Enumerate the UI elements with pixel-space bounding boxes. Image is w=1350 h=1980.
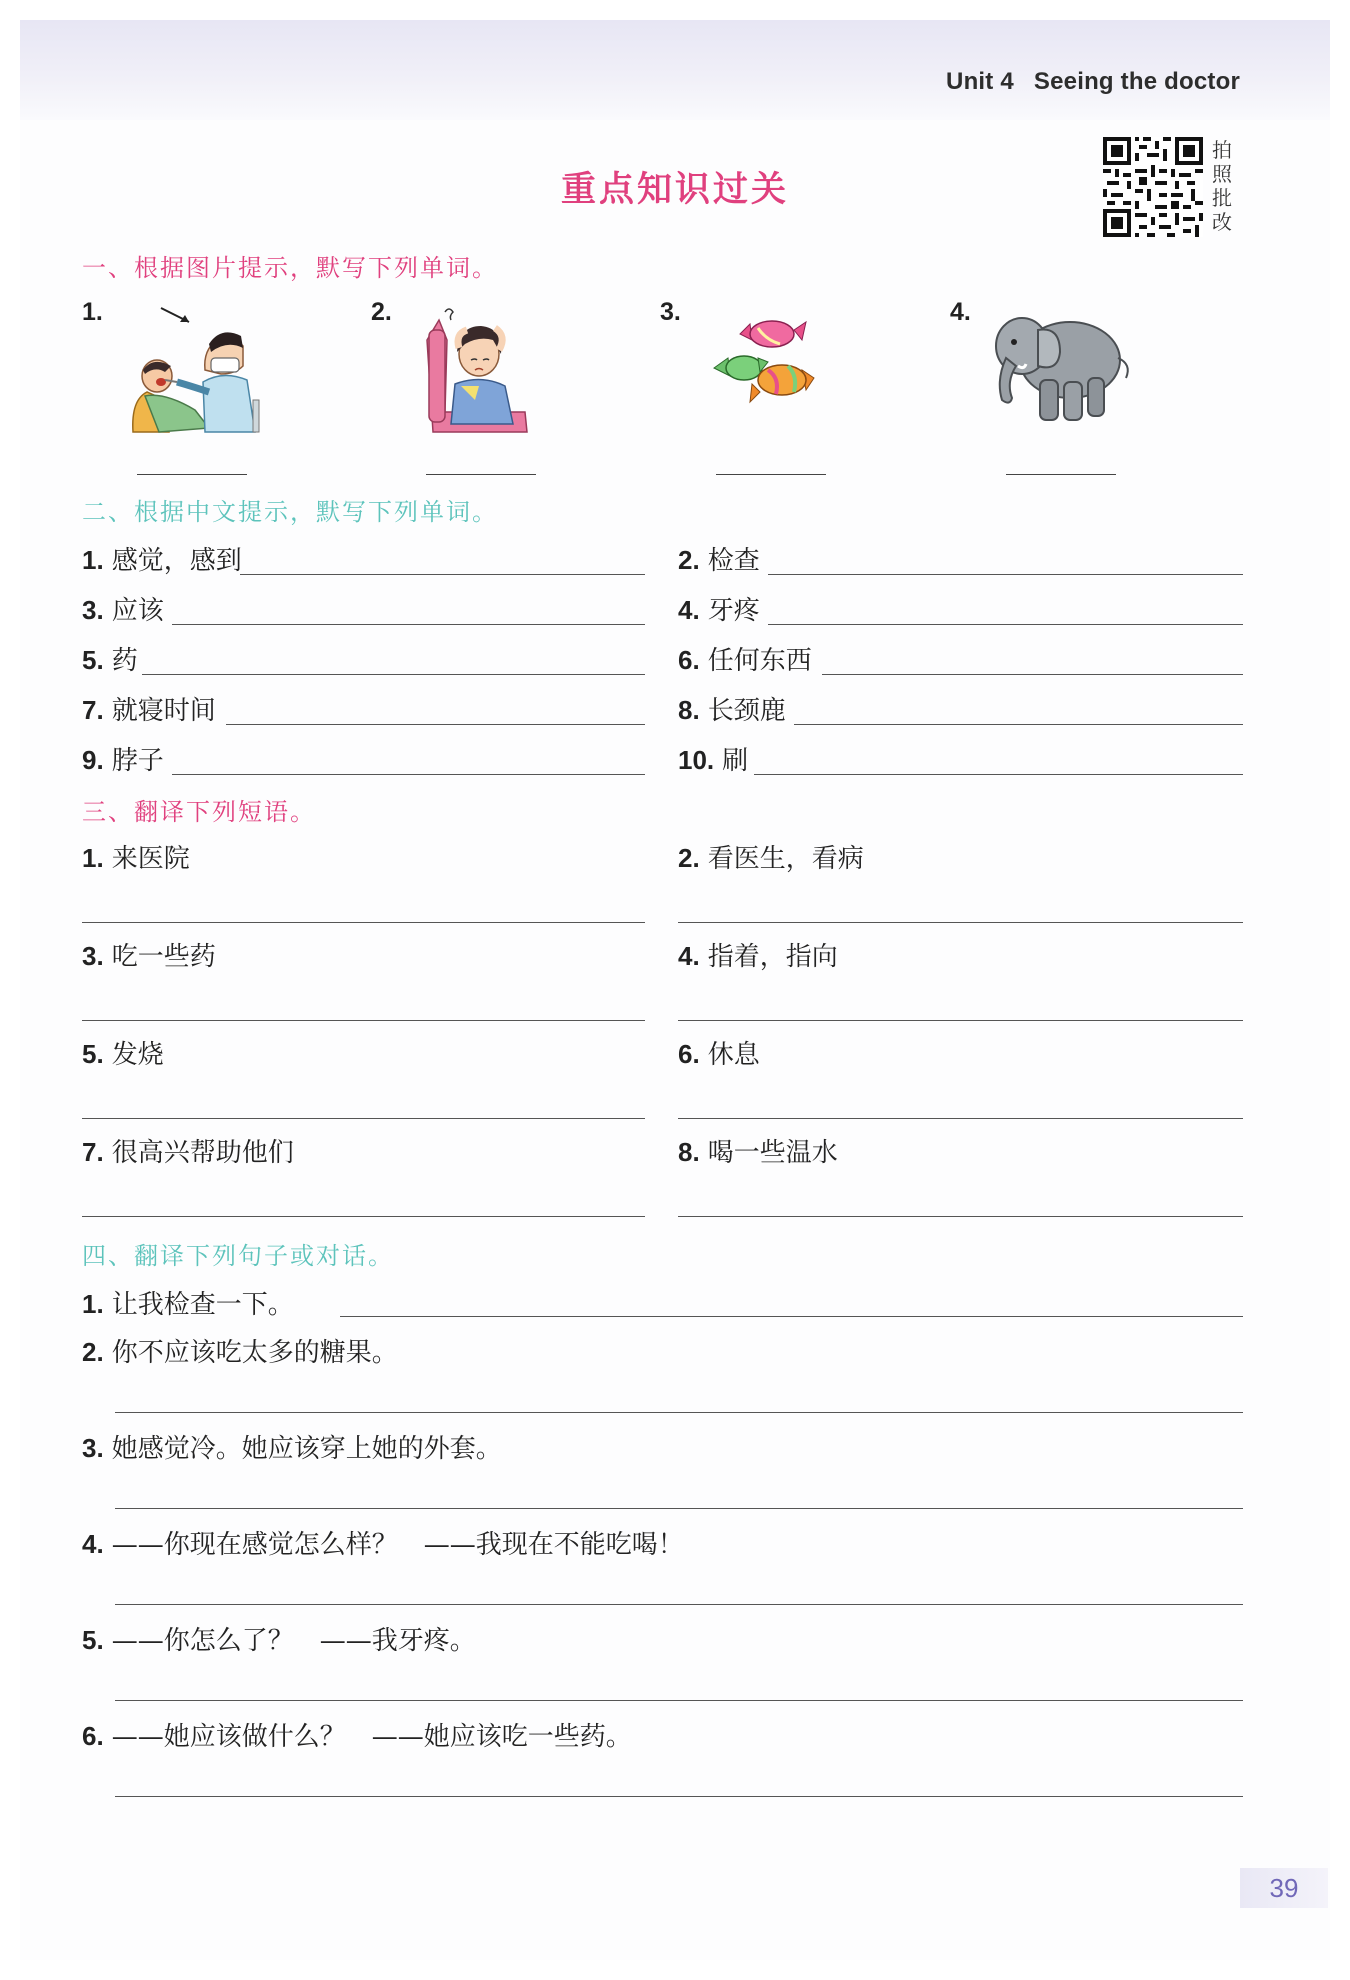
- page-title: 重点知识过关: [560, 170, 789, 210]
- dentist-picture-icon: [125, 300, 285, 440]
- sentence-item: 5. ——你怎么了？ ——我牙疼。: [82, 1625, 476, 1656]
- answer-line[interactable]: [137, 474, 247, 475]
- answer-line[interactable]: [822, 674, 1243, 675]
- vocab-item: 3. 应该: [82, 595, 164, 626]
- phrase-item: 8. 喝一些温水: [678, 1137, 838, 1168]
- answer-line[interactable]: [678, 1216, 1243, 1217]
- headache-girl-picture-icon: [415, 300, 545, 440]
- section4-heading: 四、翻译下列句子或对话。: [82, 1242, 394, 1270]
- page-number: 39: [1240, 1868, 1328, 1908]
- unit-title: Seeing the doctor: [1033, 68, 1240, 95]
- vocab-item: 10. 刷: [678, 745, 749, 776]
- picture-item-number: 4.: [950, 298, 971, 326]
- answer-line[interactable]: [115, 1796, 1243, 1797]
- phrase-item: 3. 吃一些药: [82, 941, 216, 972]
- picture-item-number: 2.: [371, 298, 392, 326]
- answer-line[interactable]: [678, 1118, 1243, 1119]
- answer-line[interactable]: [1006, 474, 1116, 475]
- vocab-item: 6. 任何东西: [678, 645, 812, 676]
- unit-number: Unit 4: [946, 68, 1014, 95]
- sentence-item: 4. ——你现在感觉怎么样？ ——我现在不能吃喝！: [82, 1529, 684, 1560]
- answer-line[interactable]: [678, 922, 1243, 923]
- answer-line[interactable]: [754, 774, 1243, 775]
- vocab-item: 4. 牙疼: [678, 595, 760, 626]
- answer-line[interactable]: [240, 574, 645, 575]
- candy-picture-icon: [710, 318, 820, 408]
- phrase-item: 1. 来医院: [82, 843, 190, 874]
- picture-item-number: 1.: [82, 298, 103, 326]
- section2-heading: 二、根据中文提示，默写下列单词。: [82, 498, 498, 526]
- answer-line[interactable]: [768, 574, 1243, 575]
- answer-line[interactable]: [716, 474, 826, 475]
- phrase-item: 6. 休息: [678, 1039, 760, 1070]
- qr-caption: [1210, 138, 1234, 234]
- phrase-item: 4. 指着，指向: [678, 941, 838, 972]
- elephant-picture-icon: [988, 300, 1138, 430]
- answer-line[interactable]: [115, 1412, 1243, 1413]
- sentence-item: 6. ——她应该做什么？ ——她应该吃一些药。: [82, 1721, 632, 1752]
- answer-line[interactable]: [172, 774, 645, 775]
- answer-line[interactable]: [82, 1020, 645, 1021]
- vocab-item: 2. 检查: [678, 545, 760, 576]
- answer-line[interactable]: [340, 1316, 1243, 1317]
- answer-line[interactable]: [426, 474, 536, 475]
- qr-code-icon[interactable]: [1103, 137, 1203, 237]
- vocab-item: 9. 脖子: [82, 745, 164, 776]
- vocab-item: 5. 药: [82, 645, 138, 676]
- phrase-item: 2. 看医生，看病: [678, 843, 864, 874]
- section1-heading: 一、根据图片提示，默写下列单词。: [82, 254, 498, 282]
- phrase-item: 7. 很高兴帮助他们: [82, 1137, 294, 1168]
- qr-caption-char: 照: [1212, 162, 1232, 186]
- answer-line[interactable]: [82, 1216, 645, 1217]
- answer-line[interactable]: [115, 1508, 1243, 1509]
- answer-line[interactable]: [226, 724, 645, 725]
- picture-item-number: 3.: [660, 298, 681, 326]
- answer-line[interactable]: [172, 624, 645, 625]
- section3-heading: 三、翻译下列短语。: [82, 798, 316, 826]
- answer-line[interactable]: [115, 1604, 1243, 1605]
- sentence-item: 1. 让我检查一下。: [82, 1289, 294, 1320]
- sentence-item: 2. 你不应该吃太多的糖果。: [82, 1337, 398, 1368]
- vocab-item: 1. 感觉，感到: [82, 545, 242, 576]
- qr-caption-char: 拍: [1212, 138, 1232, 162]
- answer-line[interactable]: [115, 1700, 1243, 1701]
- answer-line[interactable]: [142, 674, 645, 675]
- answer-line[interactable]: [678, 1020, 1243, 1021]
- sentence-item: 3. 她感觉冷。她应该穿上她的外套。: [82, 1433, 502, 1464]
- phrase-item: 5. 发烧: [82, 1039, 164, 1070]
- vocab-item: 8. 长颈鹿: [678, 695, 786, 726]
- qr-caption-char: 改: [1212, 210, 1232, 234]
- unit-header: [946, 68, 1240, 96]
- answer-line[interactable]: [82, 1118, 645, 1119]
- vocab-item: 7. 就寝时间: [82, 695, 216, 726]
- qr-caption-char: 批: [1212, 186, 1232, 210]
- answer-line[interactable]: [794, 724, 1243, 725]
- answer-line[interactable]: [82, 922, 645, 923]
- answer-line[interactable]: [768, 624, 1243, 625]
